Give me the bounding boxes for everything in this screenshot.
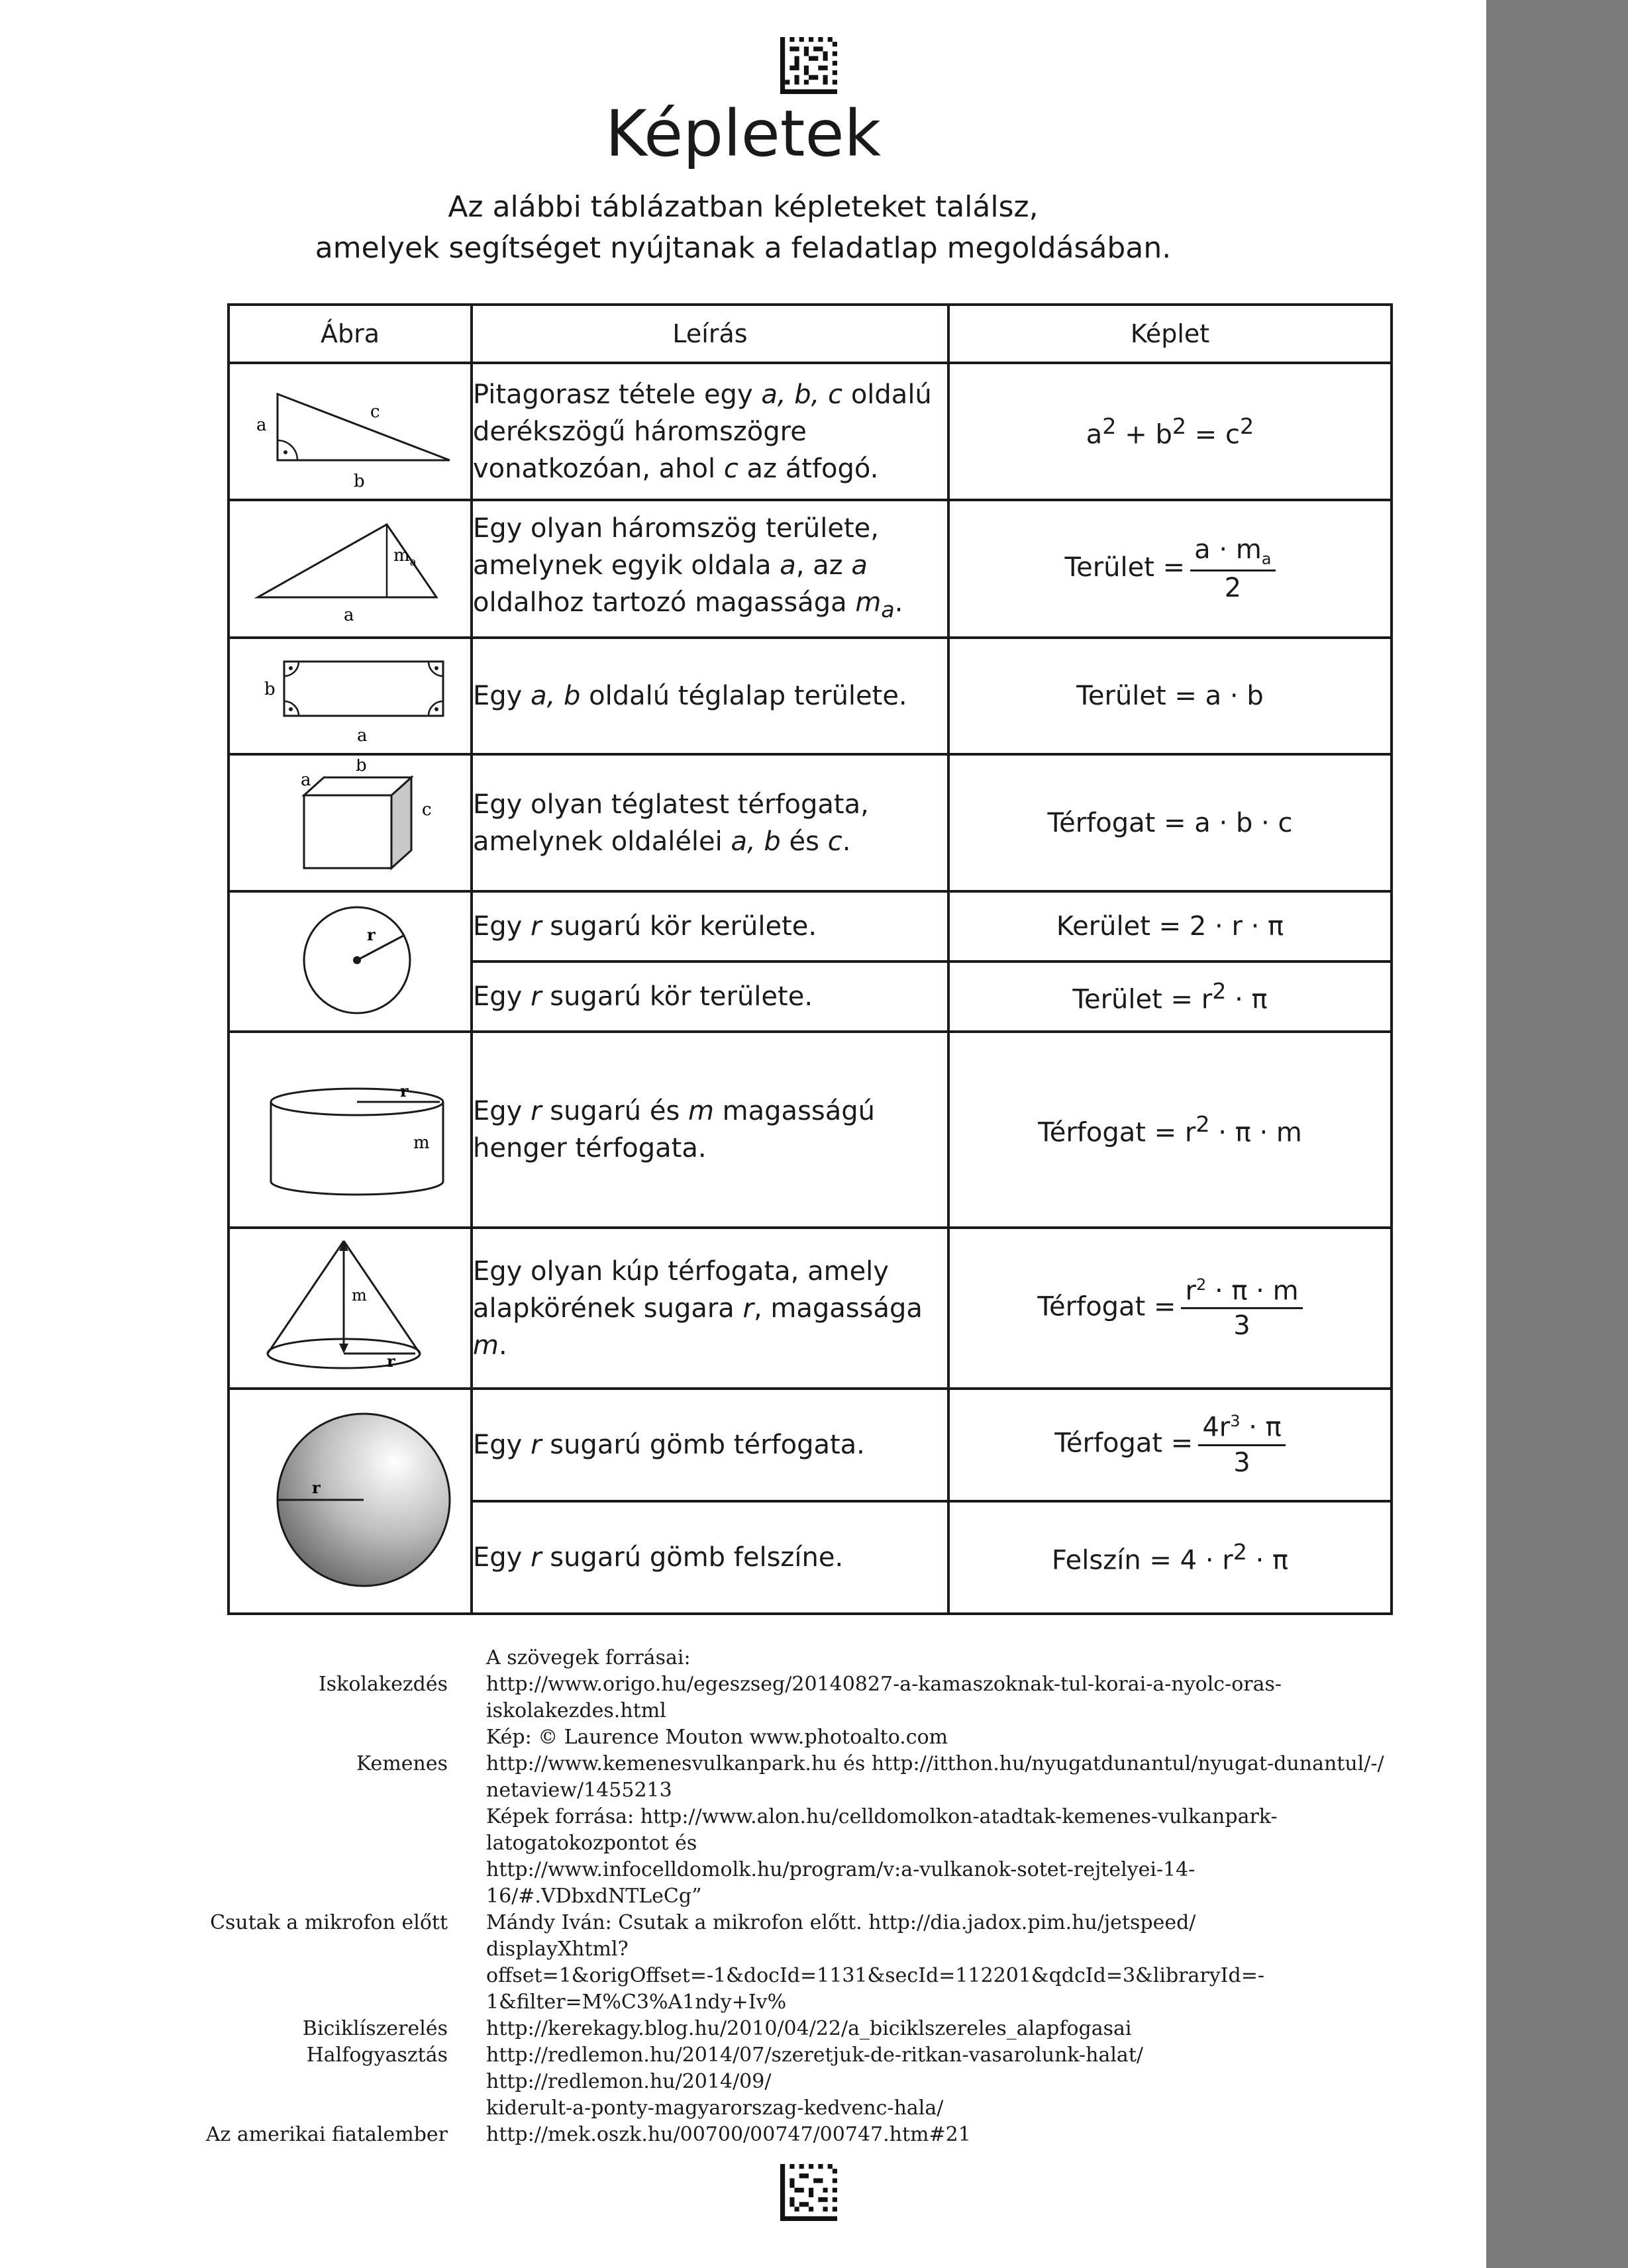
label-c: c <box>370 401 380 422</box>
cylinder-figure <box>229 1032 472 1228</box>
page-subtitle <box>0 187 1486 269</box>
source-line[interactable]: Képek forrása: http://www.alon.hu/celldomolkon-atadtak-kemenes-vulkanpark-latogatokozpontot és <box>486 1805 1278 1855</box>
table-row <box>229 363 1392 500</box>
triangle-height-figure <box>229 500 472 638</box>
circle-figure <box>229 891 472 1032</box>
source-entry <box>0 2042 1486 2122</box>
table-row <box>229 1032 1392 1228</box>
table-row <box>229 1228 1392 1389</box>
source-entry <box>0 2016 1486 2042</box>
source-line[interactable]: kiderult-a-ponty-magyarorszag-kedvenc-hala/ <box>486 2096 944 2120</box>
header-formula: Képlet <box>948 305 1392 363</box>
source-line[interactable]: netaview/1455213 <box>486 1779 672 1802</box>
page-side-margin <box>1486 0 1628 2268</box>
source-entry <box>0 1671 1486 1751</box>
pythagoras-description: Pitagorasz tétele egy a, b, c oldalú derékszögű háromszögre vonatkozóan, ahol c az átfogó. <box>472 363 948 500</box>
sources-section <box>0 1645 1486 2148</box>
cone-volume-formula: Térfogat = $\frac{r^2 \cdot \pi \cdot m}{3}$ <box>948 1228 1392 1389</box>
svg-text:ma: $m_a$ <box>393 546 417 569</box>
label-r: r <box>311 1478 321 1497</box>
source-line[interactable]: http://www.origo.hu/egeszseg/20140827-a-kamaszoknak-tul-korai-a-nyolc-oras-iskolakezdes.html <box>486 1673 1282 1722</box>
sphere-surface-description: Egy r sugarú gömb felszíne. <box>472 1501 948 1614</box>
label-b: b <box>353 471 365 491</box>
header-description: Leírás <box>472 305 948 363</box>
source-line[interactable]: http://mek.oszk.hu/00700/00747/00747.htm#21 <box>486 2123 971 2146</box>
cylinder-volume-description: Egy r sugarú és m magasságú henger térfogata. <box>472 1032 948 1228</box>
source-label: Iskolakezdés <box>318 1673 448 1696</box>
source-label: Biciklíszerelés <box>302 2017 448 2040</box>
rectangle-area-description: Egy a, b oldalú téglalap területe. <box>472 638 948 754</box>
sources-heading-row <box>0 1645 1486 1671</box>
source-line: Kép: © Laurence Mouton www.photoalto.com <box>486 1726 948 1749</box>
triangle-area-formula: Terület = $\frac{a \cdot m_a}{2}$ <box>948 500 1392 638</box>
circle-area-formula: Terület = $r^2 \cdot \pi$ <box>948 961 1392 1032</box>
source-line[interactable]: http://redlemon.hu/2014/07/szeretjuk-de-ritkan-vasarolunk-halat/ http://redlemon.hu/2014/09/ <box>486 2044 1143 2093</box>
table-row <box>229 1389 1392 1501</box>
formula-table <box>227 303 1393 1615</box>
page-title: Képletek <box>605 97 882 171</box>
source-label: Kemenes <box>356 1752 448 1775</box>
cuboid-volume-formula: Térfogat = a · b · c <box>948 754 1392 891</box>
label-c: c <box>421 799 432 820</box>
qr-code-bottom <box>780 2164 837 2221</box>
sphere-surface-formula: Felszín = $4 \cdot r^2 \cdot \pi$ <box>948 1501 1392 1614</box>
label-a: a <box>300 769 311 790</box>
source-entry <box>0 2122 1486 2148</box>
label-r: r <box>366 925 376 944</box>
sphere-figure <box>229 1389 472 1614</box>
pythagoras-formula: $a^2 + b^2 = c^2$ <box>948 363 1392 500</box>
subtitle-line-2: amelyek segítséget nyújtanak a feladatlap megoldásában. <box>315 231 1172 265</box>
table-row <box>229 500 1392 638</box>
label-a: a <box>343 605 354 625</box>
label-r: r <box>399 1081 409 1101</box>
label-m: m <box>351 1285 367 1305</box>
table-row <box>229 754 1392 891</box>
subtitle-line-1: Az alábbi táblázatban képleteket találsz, <box>448 190 1039 224</box>
cuboid-volume-description: Egy olyan téglatest térfogata, amelynek oldalélei a, b és c. <box>472 754 948 891</box>
source-entry <box>0 1910 1486 2016</box>
header-figure: Ábra <box>229 305 472 363</box>
source-line[interactable]: http://kerekagy.blog.hu/2010/04/22/a_biciklszereles_alapfogasai <box>486 2017 1132 2040</box>
table-row <box>229 638 1392 754</box>
source-line[interactable]: http://www.infocelldomolk.hu/program/v:a-vulkanok-sotet-rejtelyei-14-16/#.VDbxdNTLeCg” <box>486 1858 1196 1908</box>
source-entry <box>0 1751 1486 1910</box>
label-a: a <box>256 415 267 435</box>
circle-perimeter-description: Egy r sugarú kör kerülete. <box>472 891 948 961</box>
source-label: Csutak a mikrofon előtt <box>210 1911 448 1934</box>
rectangle-area-formula: Terület = a · b <box>948 638 1392 754</box>
triangle-area-description: Egy olyan háromszög területe, amelynek egyik oldala a, az a oldalhoz tartozó magassága $m_a$. <box>472 500 948 638</box>
label-b: b <box>355 758 367 775</box>
cone-figure <box>229 1228 472 1389</box>
qr-code-top <box>780 37 837 94</box>
rectangle-figure <box>229 638 472 754</box>
right-triangle-figure <box>229 363 472 500</box>
source-label: Halfogyasztás <box>306 2044 448 2067</box>
cone-volume-description: Egy olyan kúp térfogata, amely alapkörének sugara r, magassága m. <box>472 1228 948 1389</box>
label-b: b <box>264 679 276 699</box>
label-a: a <box>356 726 368 746</box>
source-line[interactable]: 1&filter=M%C3%A1ndy+Iv% <box>486 1991 787 2014</box>
circle-area-description: Egy r sugarú kör területe. <box>472 961 948 1032</box>
sources-heading: A szövegek forrásai: <box>486 1646 691 1669</box>
cylinder-volume-formula: Térfogat = $r^2 \cdot \pi \cdot m$ <box>948 1032 1392 1228</box>
source-label: Az amerikai fiatalember <box>205 2123 448 2146</box>
source-line[interactable]: displayXhtml?offset=1&origOffset=-1&docId=1131&secId=112201&qdcId=3&libraryId=- <box>486 1938 1264 1987</box>
label-r: r <box>386 1351 395 1371</box>
source-line[interactable]: http://www.kemenesvulkanpark.hu és http://itthon.hu/nyugatdunantul/nyugat-dunantul/-/ <box>486 1752 1384 1775</box>
circle-perimeter-formula: Kerület = 2 · r · π <box>948 891 1392 961</box>
sphere-volume-formula: Térfogat = $\frac{4r^3 \cdot \pi}{3}$ <box>948 1389 1392 1501</box>
source-line[interactable]: Mándy Iván: Csutak a mikrofon előtt. http://dia.jadox.pim.hu/jetspeed/ <box>486 1911 1196 1934</box>
sphere-volume-description: Egy r sugarú gömb térfogata. <box>472 1389 948 1501</box>
table-header-row <box>229 305 1392 363</box>
label-m: m <box>413 1133 430 1153</box>
table-row <box>229 891 1392 961</box>
cuboid-figure <box>229 754 472 891</box>
